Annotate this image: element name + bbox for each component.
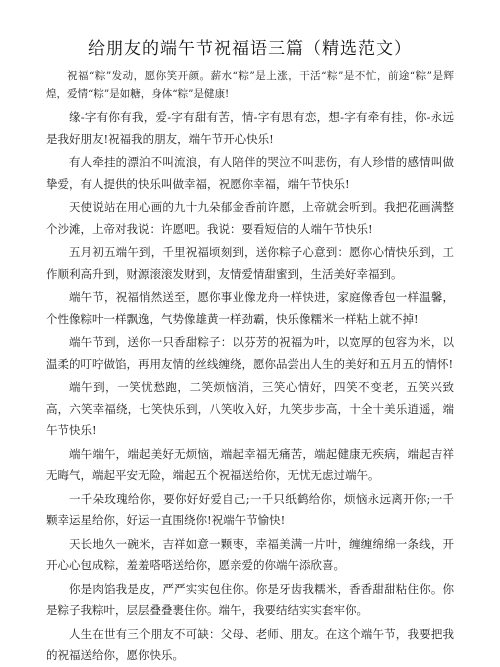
paragraph: 端午节，祝福悄然送至，愿你事业像龙舟一样快进，家庭像香包一样温馨，个性像粽叶一样飘逸，气势像雄黄一样劲霸，快乐像糯米一样粘上就不掉! [46, 290, 454, 326]
document-title: 给朋友的端午节祝福语三篇（精选范文） [88, 39, 412, 59]
paragraph: 端午节到，送你一只香甜粽子：以芬芳的祝福为叶，以宽厚的包容为米，以温柔的叮咛做馅，再用友情的丝线缠绕，愿你品尝出人生的美好和五月五的情怀! [46, 335, 454, 371]
paragraph: 缘-字有你有我，爱-字有甜有苦，情-字有思有恋，想-字有牵有挂，你-永远是我好朋友!祝福我的朋友，端午节开心快乐! [46, 110, 454, 146]
paragraph: 一千朵玫瑰给你，要你好好爱自己;一千只纸鹤给你，烦恼永远离开你;一千颗幸运星给你，好运一直围绕你!祝端午节愉快! [46, 491, 454, 527]
paragraph: 天使说站在用心画的九十九朵郁金香前许愿，上帝就会听到。我把花画满整个沙滩，上帝对我说：许愿吧。我说：要看短信的人端午节快乐! [46, 200, 454, 236]
paragraph: 人生在世有三个朋友不可缺：父母、老师、朋友。在这个端午节，我要把我的祝福送给你，愿你快乐。 [46, 626, 454, 662]
paragraph: 端午到，一笑忧愁跑，二笑烦恼消，三笑心情好，四笑不变老，五笑兴致高，六笑幸福绕，七笑快乐到，八笑收入好，九笑步步高，十全十美乐逍遥，端午节快乐! [46, 380, 454, 437]
paragraph: 有人牵挂的漂泊不叫流浪，有人陪伴的哭泣不叫悲伤，有人珍惜的感情叫做挚爱，有人提供的快乐叫做幸福，祝愿你幸福，端午节快乐! [46, 155, 454, 191]
paragraph: 端午端午，端起美好无烦恼，端起幸福无痛苦，端起健康无疾病，端起吉祥无晦气，端起平安无险，端起五个祝福送给你，无忧无虑过端午。 [46, 446, 454, 482]
paragraph: 天长地久一碗米，吉祥如意一颗枣，幸福美满一片叶，缠缠绵绵一条线，开开心心包成粽，羞羞嗒嗒送给你，愿亲爱的你端午添欣喜。 [46, 536, 454, 572]
paragraph: 祝福“粽”发动，愿你笑开颜。薪水“粽”是上涨，干活“粽”是不忙，前途“粽”是辉煌，爱情“粽”是如糖，身体“粽”是健康! [46, 70, 454, 100]
paragraph: 五月初五端午到，千里祝福顷刻到，送你粽子心意到：愿你心情快乐到，工作顺利高升到，财源滚滚发财到，友情爱情甜蜜到，生活美好幸福到。 [46, 245, 454, 281]
paragraph: 你是肉馅我是皮，严严实实包住你。你是牙齿我糯米，香香甜甜粘住你。你是粽子我粽叶，层层叠叠裹住你。端午，我要结结实实套牢你。 [46, 581, 454, 617]
